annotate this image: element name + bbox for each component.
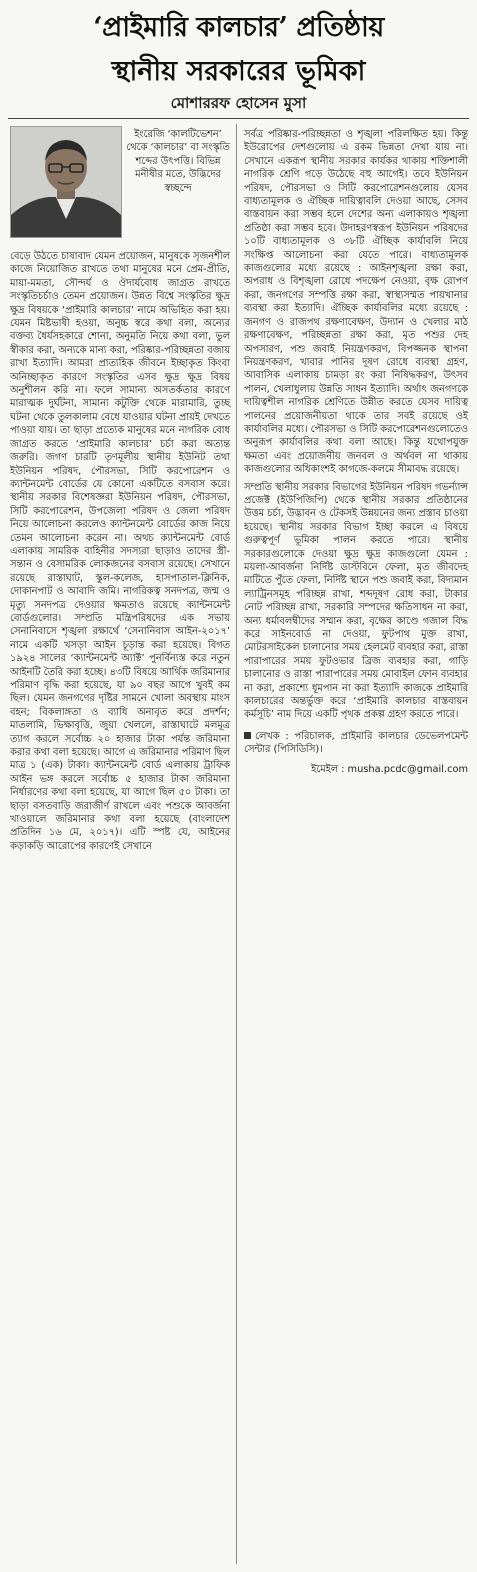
bullet-square-icon <box>244 732 251 739</box>
author-email: ইমেইল : musha.pcdc@gmail.com <box>311 763 468 775</box>
author-note-text: লেখক : পরিচালক, প্রাইমারি কালচার ডেভেলপমেন্ট সেন্টার (পিসিডিসি)। <box>244 730 468 756</box>
column-divider <box>236 124 237 1564</box>
right-paragraph-2: সম্প্রতি স্থানীয় সরকার বিভাগের ইউনিয়ন পরিষদ গভর্ন্যান্স প্রজেক্ট (ইউপিজিপি) থেকে স্থানীয় সরকার প্রতিষ্ঠানের উত্তম চর্চা, উদ্ভাবন ও টেকসই উন্নয়নের জন্য প্রস্তাব চাওয়া হয়েছে। স্থানীয় সরকার বিভাগ ইচ্ছা করলে এ বিষয়ে গুরুত্বপূর্ণ ভূমিকা পালন করতে পারে। স্থানীয় সরকারগুলোকে দেওয়া ক্ষুদ্র ক্ষুদ্র কাজগুলো যেমন : ময়লা-আবর্জনা নির্দিষ্ট ডাস্টবিনে ফেলা, মৃত জীবদেহ মাটিতে পুঁতে ফেলা, নির্দিষ্ট স্থানে পশু জবাই করা, বিদ্যমান ল্যাট্রিনসমূহ পরিচ্ছন্ন রাখা, শব্দদূষণ রোধ করা, টাকার নোট পরিচ্ছন্ন রাখা, সরকারি সম্পদের ক্ষতিসাধন না করা, অন্য ধর্মাবলম্বীদের সম্মান করা, বৃক্ষের কাণ্ডে গজাল বিদ্ধ করে সাইনবোর্ড না দেওয়া, ফুটপাথ মুক্ত রাখা, মোটরসাইকেল চালানোর সময় হেলমেট ব্যবহার করা, রাস্তা পারাপারের সময় ফুটওভার ব্রিজ ব্যবহার করা, গাড়ি চালানোর ও রাস্তা পারাপারের সময় মোবাইল ফোন ব্যবহার না করা, প্রকাশ্যে ধূমপান না করা ইত্যাদি কাজকে প্রাইমারি কালচারের অন্তর্ভুক্ত করে ‘প্রাইমারি কালচার বাস্তবায়ন কর্মসূচি’ নাম দিয়ে একটি পৃথক প্রকল্প গ্রহণ করতে পারে। <box>244 481 468 721</box>
right-column <box>244 128 468 776</box>
byline: মোশাররফ হোসেন মুসা <box>170 94 307 112</box>
right-paragraph-1: সর্বত্র পরিষ্কার-পরিচ্ছন্নতা ও শৃঙ্খলা পরিলক্ষিত হয়। কিন্তু ইউরোপের দেশগুলোয় এ রকম ভিন্নতা দেখা যায় না। সেখানে একরূপ স্থানীয় সরকার কার্যকর থাকায় শক্তিশালী নাগরিক শ্রেণি গড়ে উঠেছে বহু আগেই। তবে ইউনিয়ন পরিষদ, পৌরসভা ও সিটি করপোরেশনগুলোয় যেসব বাধ্যতামূলক ও ঐচ্ছিক দায়িত্বাবলি দেওয়া আছে, সেসব বাস্তবায়ন করা সম্ভব হলে দেশের অন্য এলাকায়ও শৃঙ্খলা প্রতিষ্ঠা করা সম্ভব হবে। উদাহরণস্বরূপ ইউনিয়ন পরিষদের ১০টি বাধ্যতামূলক ও ৩৮টি ঐচ্ছিক কার্যাবলি নিয়ে সংক্ষিপ্ত আলোচনা করা যেতে পারে। বাধ্যতামূলক কাজগুলোর মধ্যে রয়েছে : আইনশৃঙ্খলা রক্ষা করা, অপরাধ ও বিশৃঙ্খলা রোধে পদক্ষেপ নেওয়া, বৃক্ষ রোপণ করা, জনগণের সম্পত্তি রক্ষা করা, স্বাস্থ্যসম্মত পায়খানার ব্যবস্থা করা ইত্যাদি। ঐচ্ছিক কার্যাবলির মধ্যে রয়েছে : জনগণ ও রাজপথ রক্ষণাবেক্ষণ, উদ্যান ও খেলার মাঠ রক্ষণাবেক্ষণ, পরিচ্ছন্নতা রক্ষা করা, মৃত পশুর দেহ অপসারণ, পশু জবাই নিয়ন্ত্রণকরণ, বিপজ্জনক স্থাপনা নিয়ন্ত্রণকরণ, খাবার পানির দূষণ রোধে ব্যবস্থা গ্রহণ, আবাসিক এলাকায় চামড়া রং করা নিষিদ্ধকরণ, উৎসব পালন, খেলাধুলায় উন্নতি সাধন ইত্যাদি। অর্থাৎ জনগণকে দায়িত্বশীল নাগরিক শ্রেণিতে উন্নীত করতে যেসব দায়িত্ব পালনের প্রয়োজনীয়তা থাকে তার সবই রয়েছে ওই কার্যাবলির মধ্যে। পৌরসভা ও সিটি করপোরেশনগুলোতেও অনুরূপ কার্যাবলির কথা বলা আছে। কিন্তু যথোপযুক্ত ক্ষমতা এবং প্রয়োজনীয় জনবল ও অর্থবল না থাকায় কাজগুলোর অধিকাংশই কাগজে-কলমে সীমাবদ্ধ রয়েছে। <box>244 129 468 476</box>
author-portrait-icon <box>11 127 121 237</box>
headline <box>0 8 477 92</box>
headline-line-2: স্থানীয় সরকারের ভূমিকা <box>111 56 366 87</box>
headline-line-1: ‘প্রাইমারি কালচার’ প্রতিষ্ঠায় <box>93 12 384 43</box>
intro-beside-photo: ইংরেজি ‘কালটিভেশন’ থেকে ‘কালচার’ বা সংস্কৃতি শব্দের উৎপত্তি। বিভিন্ন মনীষীর মতে, উদ্ভিদের স্বচ্ছন্দে <box>126 129 230 194</box>
author-note <box>244 730 468 757</box>
left-column <box>10 250 230 857</box>
header-divider <box>8 118 469 119</box>
left-paragraph-1: বেড়ে উঠতে চাষাবাদ যেমন প্রয়োজন, মানুষকে সৃজনশীল কাজে নিয়োজিত রাখতে তথা মানুষের মনে প্রেম-প্রীতি, মায়া-মমতা, সৌন্দর্য ও ঔদার্যবোধ জাগ্রত রাখতে সংস্কৃতিচর্চাও তেমন প্রয়োজন। উন্নত বিশ্বে সংস্কৃতির ক্ষুদ্র ক্ষুদ্র বিষয়কে ‘প্রাইমারি কালচার’ নামে অভিহিত করা হয়। যেমন মিষ্টভাষী হওয়া, অনুচ্চ স্বরে কথা বলা, অন্যের বক্তব্য ধৈর্যসহকারে শোনা, অনুমতি নিয়ে কথা বলা, ভুল স্বীকার করা, অন্যকে মান্য করা, পরিষ্কার-পরিচ্ছন্নতা বজায় রাখা ইত্যাদি। আমরা প্রাত্যহিক জীবনে ইচ্ছাকৃত কিংবা অনিচ্ছাকৃত কারণে সংস্কৃতির এসব ক্ষুদ্র ক্ষুদ্র বিষয় অনুশীলন করি না। ফলে সামান্য অসতর্কতার কারণে মারাত্মক দুর্ঘটনা, সামান্য কটুক্তি থেকে মারামারি, তুচ্ছ ঘটনা থেকে তুলকালাম বেধে যাওয়ার ঘটনা প্রায়ই দেখতে পাওয়া যায়। তা ছাড়া প্রত্যেক মানুষের মনে নাগরিক বোধ জাগ্রত করতে ‘প্রাইমারি কালচার’ চর্চা করা অত্যন্ত জরুরি। জগণ চারটি তৃণমূলীয় স্থানীয় ইউনিট তথা ইউনিয়ন পরিষদ, পৌরসভা, সিটি করপোরেশন ও ক্যান্টনমেন্ট বোর্ডের যে কোনো একটিতে বসবাস করে। স্থানীয় সরকার বিশেষজ্ঞরা ইউনিয়ন পরিষদ, পৌরসভা, সিটি করপোরেশন, উপজেলা পরিষদ ও জেলা পরিষদ নিয়ে আলোচনা করলেও ক্যান্টনমেন্ট বোর্ডের কাজ নিয়ে তেমন আলোচনা করেন না। অথচ ক্যান্টনমেন্ট বোর্ড এলাকায় সামরিক বাহিনীর সদস্যরা ছাড়াও তাদের স্ত্রী-সন্তান ও বেসামরিক লোকজনের বসবাস রয়েছে। সেখানে রয়েছে রাস্তাঘাট, স্কুল-কলেজ, হাসপাতাল-ক্লিনিক, দোকানপাট ও আবাদি জমি। নাগরিকত্ব সনদপত্র, জন্ম ও মৃত্যু সনদপত্র দেওয়ার ক্ষমতাও রয়েছে ক্যান্টনমেন্ট বোর্ডগুলোর। সম্প্রতি মন্ত্রিপরিষদের এক সভায় সেনানিবাসে শৃঙ্খলা রক্ষার্থে ‘সেনানিবাস আইন-২০১৭’ নামে একটি খসড়া আইন চূড়ান্ত করা হয়েছে। বিগত ১৯২৪ সালের ‘ক্যান্টনমেন্ট অ্যাক্ট’ পুনর্বিন্যস্ত করে নতুন আইনটি তৈরি করা হচ্ছে। ৪৩টি বিষয়ে আর্থিক জরিমানার পরিমাণ বৃদ্ধি করা হয়েছে, যা ৯০ বছর আগে খুবই কম ছিল। যেমন জনগণের দৃষ্টির সামনে খোলা অবস্থায় মাংস বহন; বিকলাঙ্গতা ও ব্যাধি অনাবৃত করে প্রদর্শন; মাতলামি, ভিক্ষাবৃত্তি, জুয়া খেললে, রাস্তাঘাটে মলমূত্র ত্যাগ করলে সর্বোচ্চ ২০ হাজার টাকা পর্যন্ত জরিমানা করার কথা বলা হয়েছে। আগে এ জরিমানার পরিমাণ ছিল মাত্র ১ (এক) টাকা। ক্যান্টনমেন্ট বোর্ড এলাকায় ট্রাফিক আইন ভঙ্গ করলে সর্বোচ্চ ৫ হাজার টাকা জরিমানা নির্ধারণের কথা বলা হয়েছে, যা আগে ছিল ৫০ টাকা। তা ছাড়া বসতবাড়ি জরাজীর্ণ রাখলে এবং পশুকে আবর্জনা খাওয়ালে জরিমানার কথা বলা হয়েছে (বাংলাদেশ প্রতিদিন ১৬ মে, ২০১৭)। এটি স্পষ্ট যে, আইনের কড়াকড়ি আরোপের কারণেই সেখানে <box>10 251 230 852</box>
author-photo <box>10 126 122 238</box>
